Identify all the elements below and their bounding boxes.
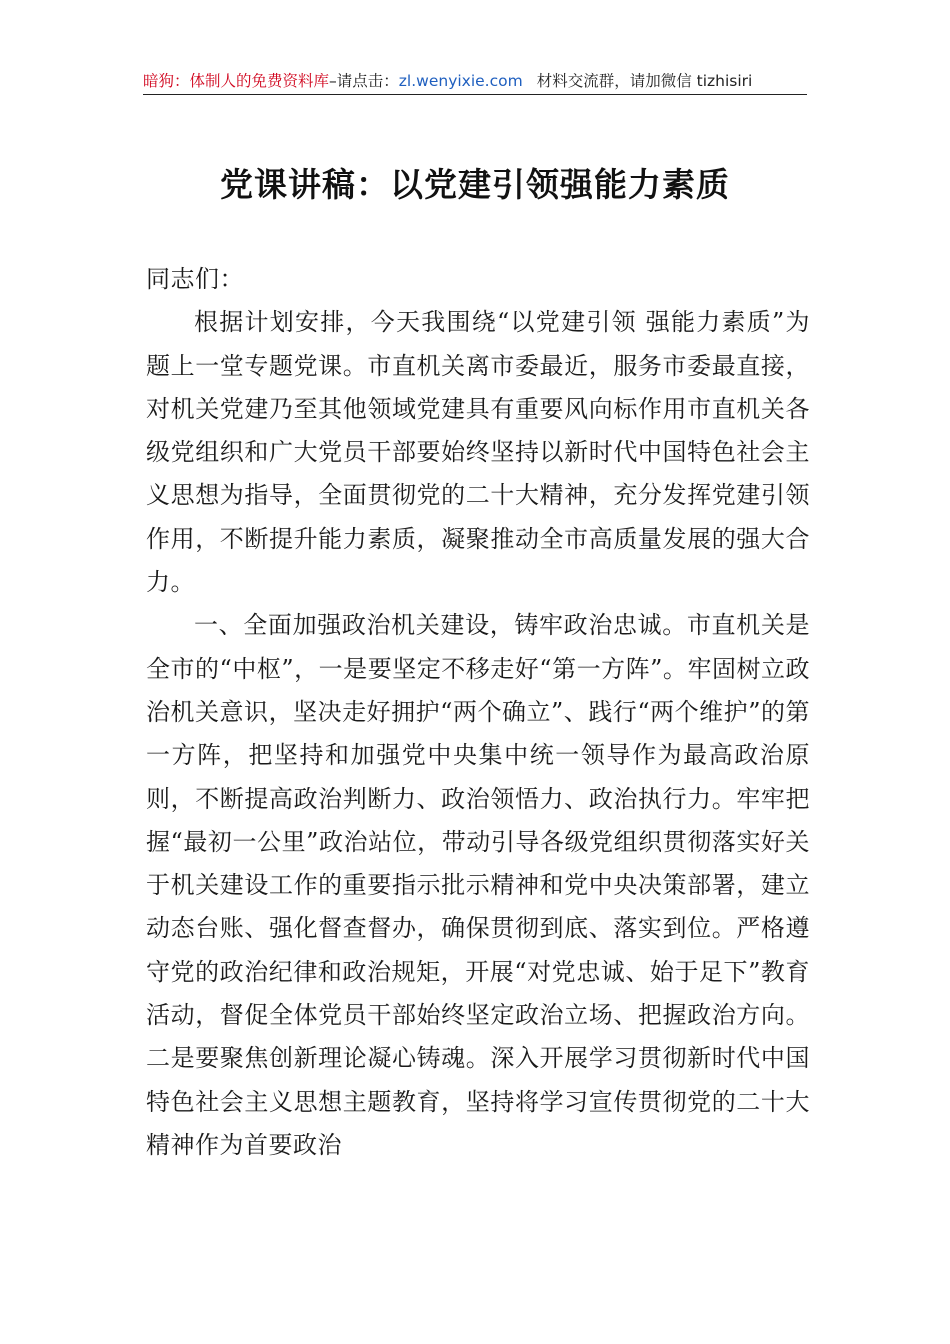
salutation: 同志们： bbox=[146, 265, 244, 293]
paragraph-intro: 根据计划安排，今天我围绕“以党建引领 强能力素质”为题上一堂专题党课。市直机关离市委最近，服务市委最直接，对机关党建乃至其他领域党建具有重要风向标作用市直机关各级党组织和广大党员干部要始终坚持以新时代中国特色社会主义思想为指导，全面贯彻党的二十大精神，充分发挥党建引领作用，不断提升能力素质，凝聚推动全市高质量发展的强大合力。 bbox=[146, 308, 810, 597]
header-url-link[interactable]: zl.wenyixie.com bbox=[398, 72, 523, 90]
header-click-prompt: –请点击： bbox=[329, 72, 399, 90]
page-header bbox=[143, 68, 807, 95]
document-title: 党课讲稿：以党建引领强能力素质 bbox=[220, 165, 730, 204]
header-brand: 暗狗：体制人的免费资料库 bbox=[143, 72, 330, 90]
header-contact: 材料交流群，请加微信 tizhisiri bbox=[536, 72, 753, 90]
document-body bbox=[146, 258, 810, 1167]
paragraph-section-one: 一、全面加强政治机关建设，铸牢政治忠诚。市直机关是全市的“中枢”，一是要坚定不移走好“第一方阵”。牢固树立政治机关意识，坚决走好拥护“两个确立”、践行“两个维护”的第一方阵，把坚持和加强党中央集中统一领导作为最高政治原则，不断提高政治判断力、政治领悟力、政治执行力。牢牢把握“最初一公里”政治站位，带动引导各级党组织贯彻落实好关于机关建设工作的重要指示批示精神和党中央决策部署，建立动态台账、强化督查督办，确保贯彻到底、落实到位。严格遵守党的政治纪律和政治规矩，开展“对党忠诚、始于足下”教育活动，督促全体党员干部始终坚定政治立场、把握政治方向。二是要聚焦创新理论凝心铸魂。深入开展学习贯彻新时代中国特色社会主义思想主题教育，坚持将学习宣传贯彻党的二十大精神作为首要政治 bbox=[146, 611, 810, 1159]
